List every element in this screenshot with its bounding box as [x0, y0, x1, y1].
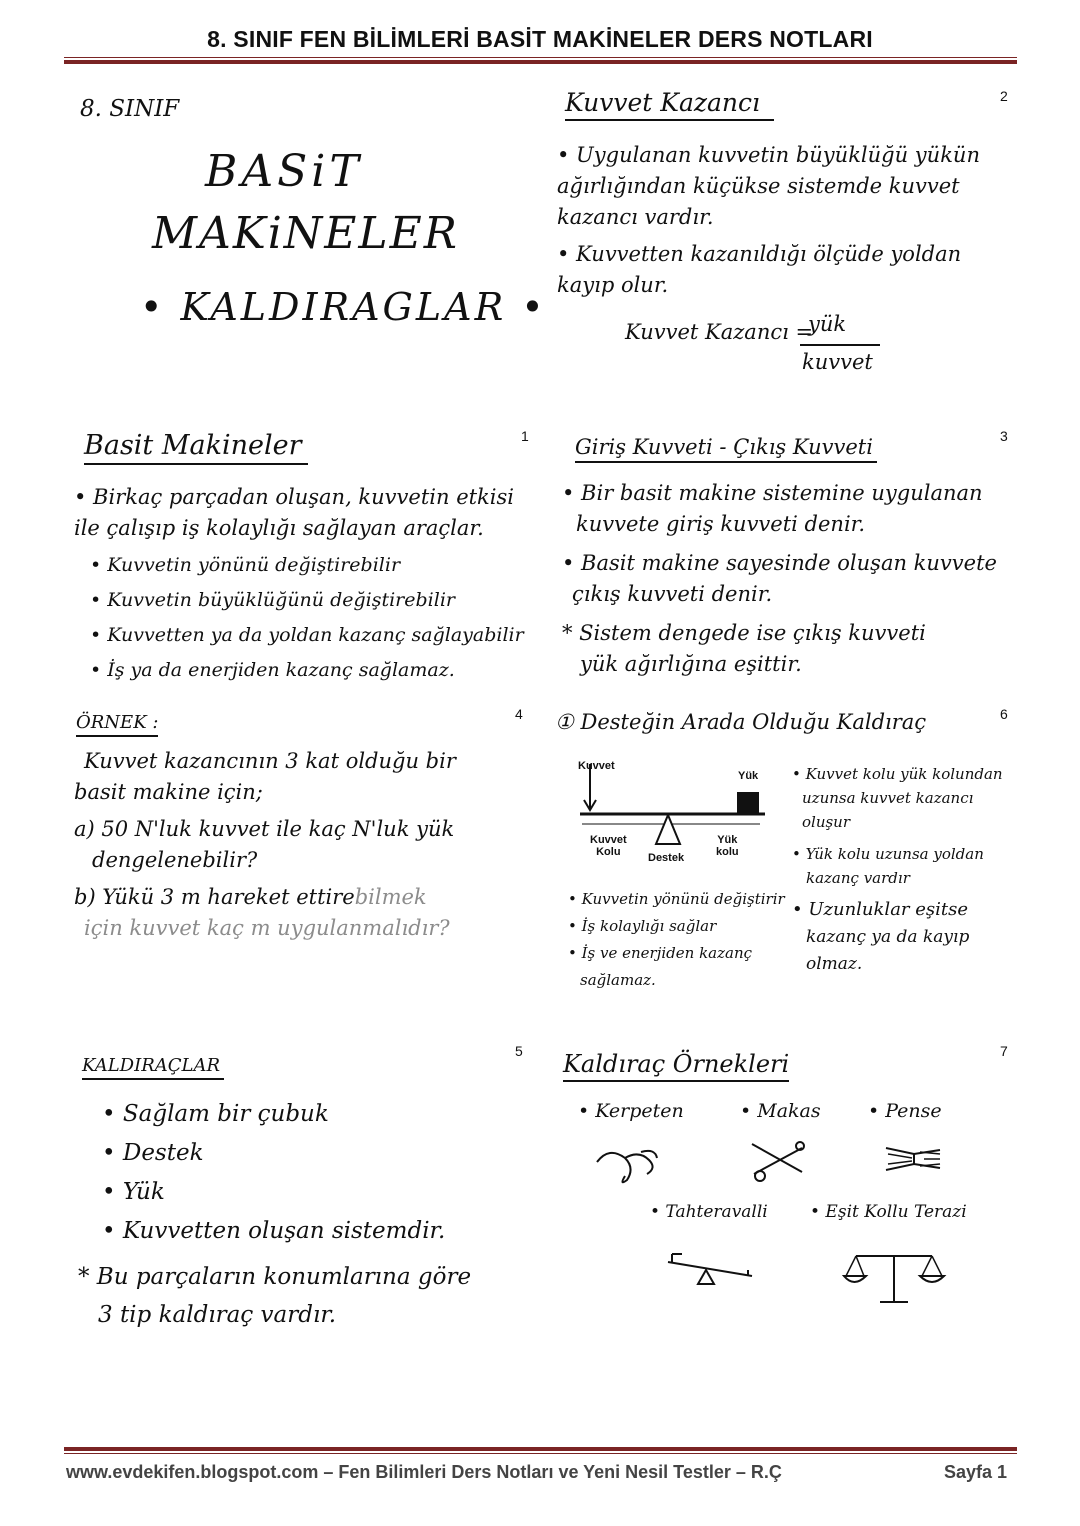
- scissors-icon: [748, 1138, 808, 1182]
- section7-heading-text: Kaldıraç Örnekleri: [563, 1050, 789, 1082]
- example-label-kerpeten: • Kerpeten: [578, 1100, 684, 1122]
- lever-force-label: Kuvvet: [578, 760, 615, 772]
- seesaw-icon: [662, 1246, 762, 1296]
- lever-load-arm-label: [716, 834, 739, 858]
- footer-rule-thick: [64, 1447, 1017, 1451]
- section6-left-note: • İş kolaylığı sağlar: [568, 917, 717, 935]
- section3-body: [562, 478, 1017, 680]
- section3-heading-text: Giriş Kuvveti - Çıkış Kuvveti: [575, 435, 877, 463]
- header-rule-thick: [64, 60, 1017, 64]
- footer-page-number: Sayfa 1: [944, 1462, 1008, 1482]
- section2-line3: kazancı vardır.: [557, 205, 714, 229]
- section1-heading-text: Basit Makineler: [84, 430, 308, 465]
- example-label-tahteravalli: • Tahteravalli: [650, 1202, 768, 1222]
- section6-right-note: oluşur: [802, 813, 851, 831]
- section4-heading-text: ÖRNEK :: [76, 712, 158, 737]
- section7-number: 7: [1000, 1043, 1008, 1059]
- section5-note-line2: 3 tip kaldıraç vardır.: [98, 1302, 337, 1328]
- section4-number: 4: [515, 706, 523, 722]
- section3-line4: çıkış kuvveti denir.: [572, 582, 773, 606]
- lever-load-arm-label-2: kolu: [716, 846, 739, 858]
- formula-denominator: kuvvet: [802, 350, 873, 374]
- section4-line5-dark: b) Yükü 3 m hareket ettire: [74, 885, 355, 909]
- pincers-icon: [595, 1140, 665, 1190]
- section2-line5: kayıp olur.: [557, 273, 669, 297]
- section3-line1: • Bir basit makine sistemine uygulanan: [562, 481, 983, 505]
- section2-number: 2: [1000, 88, 1008, 104]
- pliers-icon: [884, 1140, 944, 1180]
- section6-number: 6: [1000, 706, 1008, 722]
- section2-line2: ağırlığından küçükse sistemde kuvvet: [557, 174, 960, 198]
- section5-bullet: • Sağlam bir çubuk: [102, 1101, 329, 1127]
- section3-heading: [575, 435, 877, 459]
- cover-title-line1: BASiT: [205, 146, 363, 197]
- section3-line5: * Sistem dengede ise çıkış kuvveti: [562, 621, 926, 645]
- section5-number: 5: [515, 1043, 523, 1059]
- section3-line2: kuvvete giriş kuvveti denir.: [576, 512, 866, 536]
- section4-line2: basit makine için;: [74, 780, 263, 804]
- load-block: [737, 792, 759, 813]
- balance-scale-icon: [836, 1246, 952, 1308]
- formula-label: Kuvvet Kazancı =: [625, 320, 814, 344]
- example-label-pense: • Pense: [868, 1100, 942, 1122]
- section6-right-note: olmaz.: [806, 954, 863, 974]
- formula-fraction-bar: [800, 344, 880, 346]
- section2-line4: • Kuvvetten kazanıldığı ölçüde yoldan: [557, 242, 962, 266]
- section5-note: [78, 1258, 518, 1334]
- section6-right-note: • Uzunluklar eşitse: [792, 899, 969, 920]
- section2-heading-text: Kuvvet Kazancı: [565, 88, 774, 121]
- section1-bullet: • İş ya da enerjiden kazanç sağlamaz.: [90, 659, 455, 681]
- cover-subtitle: • KALDIRAGLAR •: [140, 285, 547, 329]
- section1-heading: [84, 430, 308, 461]
- section5-note-line1: * Bu parçaların konumlarına göre: [78, 1264, 472, 1290]
- section3-line6: yük ağırlığına eşittir.: [580, 652, 802, 676]
- example-label-makas: • Makas: [740, 1100, 821, 1122]
- section1-intro-line1: • Birkaç parçadan oluşan, kuvvetin etkisi: [74, 485, 514, 509]
- section6-right-note: uzunsa kuvvet kazancı: [802, 789, 974, 807]
- section3-number: 3: [1000, 428, 1008, 444]
- section4-line3: a) 50 N'luk kuvvet ile kaç N'luk yük: [74, 817, 455, 841]
- section5-bullet: • Kuvvetten oluşan sistemdir.: [102, 1218, 446, 1244]
- lever-force-arm-label-1: Kuvvet: [590, 834, 627, 846]
- section6-left-note: sağlamaz.: [580, 971, 656, 989]
- section1-bullets: [90, 548, 530, 688]
- section1-intro: [74, 482, 529, 544]
- section5-bullets: [102, 1095, 522, 1251]
- section6-right-note: kazanç vardır: [806, 869, 910, 887]
- footer-site-link[interactable]: www.evdekifen.blogspot.com – Fen Bilimleri Ders Notları ve Yeni Nesil Testler – R.Ç: [66, 1462, 782, 1482]
- section2-heading: [565, 88, 774, 117]
- section1-number: 1: [521, 428, 529, 444]
- section5-heading-text: KALDIRAÇLAR: [82, 1055, 224, 1080]
- section1-bullet: • Kuvvetin yönünü değiştirebilir: [90, 554, 401, 576]
- section1-bullet: • Kuvvetin büyüklüğünü değiştirebilir: [90, 589, 455, 611]
- section6-left-note: • Kuvvetin yönünü değiştirir: [568, 890, 785, 908]
- example-label-terazi: • Eşit Kollu Terazi: [810, 1202, 967, 1222]
- section2-body: [557, 140, 997, 301]
- section4-line4: dengelenebilir?: [92, 848, 258, 872]
- section4-body: [74, 746, 524, 944]
- cover-title-line2: MAKiNELER: [152, 208, 459, 259]
- lever-fulcrum-label: Destek: [648, 852, 685, 864]
- section6-left-note: • İş ve enerjiden kazanç: [568, 944, 753, 962]
- lever-force-arm-label-2: Kolu: [596, 846, 621, 858]
- footer-rule-thin: [64, 1453, 1017, 1454]
- section4-heading: [76, 712, 158, 733]
- section4-line5-faded: bilmek: [354, 885, 427, 909]
- lever-force-arm-label: [590, 834, 627, 858]
- page-header-title: 8. SINIF FEN BİLİMLERİ BASİT MAKİNELER DERS NOTLARI: [207, 26, 873, 52]
- section6-right-note: kazanç ya da kayıp: [806, 927, 970, 947]
- section4-line5: [74, 882, 524, 913]
- section1-bullet: • Kuvvetten ya da yoldan kazanç sağlayabilir: [90, 624, 524, 646]
- section3-line3: • Basit makine sayesinde oluşan kuvvete: [562, 551, 997, 575]
- section6-right-note: • Kuvvet kolu yük kolundan: [792, 765, 1003, 783]
- fulcrum-triangle: [656, 815, 680, 844]
- formula-numerator: yük: [808, 312, 847, 336]
- section4-line1: Kuvvet kazancının 3 kat olduğu bir: [84, 749, 456, 773]
- section6-right-note: • Yük kolu uzunsa yoldan: [792, 845, 984, 863]
- section5-bullet: • Yük: [102, 1179, 165, 1205]
- section6-right-notes: [792, 762, 1017, 976]
- section1-intro-line2: ile çalışıp iş kolaylığı sağlayan araçlar.: [74, 516, 484, 540]
- section4-line6: için kuvvet kaç m uygulanmalıdır?: [84, 916, 450, 940]
- section7-heading: [563, 1050, 789, 1078]
- section2-line1: • Uygulanan kuvvetin büyüklüğü yükün: [557, 143, 980, 167]
- cover-grade: 8. SINIF: [80, 96, 180, 122]
- section6-heading: ① Desteğin Arada Olduğu Kaldıraç: [555, 710, 927, 734]
- section6-left-notes: [568, 886, 793, 994]
- section5-bullet: • Destek: [102, 1140, 204, 1166]
- header-rule-thin: [64, 57, 1017, 58]
- section5-heading: [82, 1055, 224, 1076]
- lever-load-label: Yük: [738, 770, 759, 782]
- lever-load-arm-label-1: Yük: [717, 834, 738, 846]
